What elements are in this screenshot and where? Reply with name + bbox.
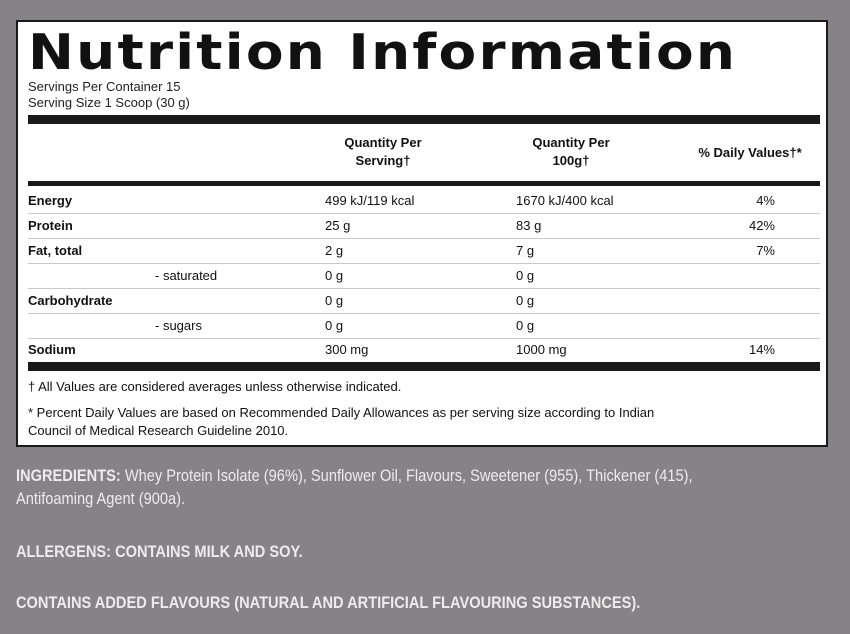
per-serving-value: 2 g — [325, 243, 344, 258]
allergens-statement: ALLERGENS: CONTAINS MILK AND SOY. — [16, 542, 303, 561]
ingredients-line2: Antifoaming Agent (900a). — [16, 489, 186, 508]
per-100g-value: 1000 mg — [516, 342, 567, 357]
row-saturated — [28, 264, 820, 289]
per-100g-value: 0 g — [516, 268, 535, 283]
col-per-100g-line2: 100g† — [552, 153, 590, 168]
daily-value: 7% — [756, 243, 775, 258]
row-label: Sodium — [28, 342, 76, 357]
row-carbohydrate — [28, 289, 820, 314]
added-flavours-statement: CONTAINS ADDED FLAVOURS (NATURAL AND ARTIFICIAL FLAVOURING SUBSTANCES). — [16, 593, 641, 612]
row-sublabel: - saturated — [155, 268, 218, 283]
daily-value: 14% — [748, 342, 775, 357]
header-divider — [28, 181, 820, 186]
row-energy — [28, 189, 820, 214]
nutrition-panel — [16, 20, 828, 447]
bottom-divider — [28, 362, 820, 371]
footnote-averages: † All Values are considered averages unless otherwise indicated. — [28, 379, 402, 394]
panel-title: Nutrition Information — [28, 24, 738, 81]
ingredients-line1: Whey Protein Isolate (96%), Sunflower Oil, Flavours, Sweetener (955), Thickener (415), — [124, 466, 693, 485]
serving-size: Serving Size 1 Scoop (30 g) — [28, 95, 190, 110]
per-serving-value: 0 g — [325, 293, 344, 308]
per-100g-value: 7 g — [516, 243, 535, 258]
per-100g-value: 0 g — [516, 293, 535, 308]
col-per-serving-line2: Serving† — [355, 153, 411, 168]
col-per-100g-line1: Quantity Per — [532, 135, 610, 150]
col-per-serving-line1: Quantity Per — [344, 135, 422, 150]
row-protein — [28, 214, 820, 239]
per-100g-value: 1670 kJ/400 kcal — [516, 193, 614, 208]
row-label: Protein — [28, 218, 73, 233]
row-sodium — [28, 338, 820, 362]
per-serving-value: 499 kJ/119 kcal — [325, 193, 415, 208]
footnote-daily-values-line2: Council of Medical Research Guideline 2010. — [28, 423, 289, 438]
footnote-daily-values-line1: * Percent Daily Values are based on Recommended Daily Allowances as per serving size according to Indian — [28, 405, 655, 420]
row-sugars — [28, 314, 820, 339]
ingredients-block — [16, 464, 824, 510]
servings-per-container: Servings Per Container 15 — [28, 79, 181, 94]
per-100g-value: 0 g — [516, 318, 535, 333]
per-100g-value: 83 g — [516, 218, 542, 233]
row-sublabel: - sugars — [155, 318, 202, 333]
row-label: Carbohydrate — [28, 293, 113, 308]
col-daily-values: % Daily Values†* — [698, 145, 802, 160]
row-label: Fat, total — [28, 243, 83, 258]
col-per-serving — [308, 134, 458, 170]
per-serving-value: 0 g — [325, 268, 344, 283]
ingredients-heading: INGREDIENTS: — [16, 466, 121, 485]
per-serving-value: 25 g — [325, 218, 351, 233]
per-serving-value: 300 mg — [325, 342, 369, 357]
daily-value: 4% — [756, 193, 775, 208]
top-divider — [28, 115, 820, 124]
row-label: Energy — [28, 193, 73, 208]
row-fat-total — [28, 239, 820, 264]
per-serving-value: 0 g — [325, 318, 344, 333]
daily-value: 42% — [748, 218, 775, 233]
col-per-100g — [496, 134, 646, 170]
